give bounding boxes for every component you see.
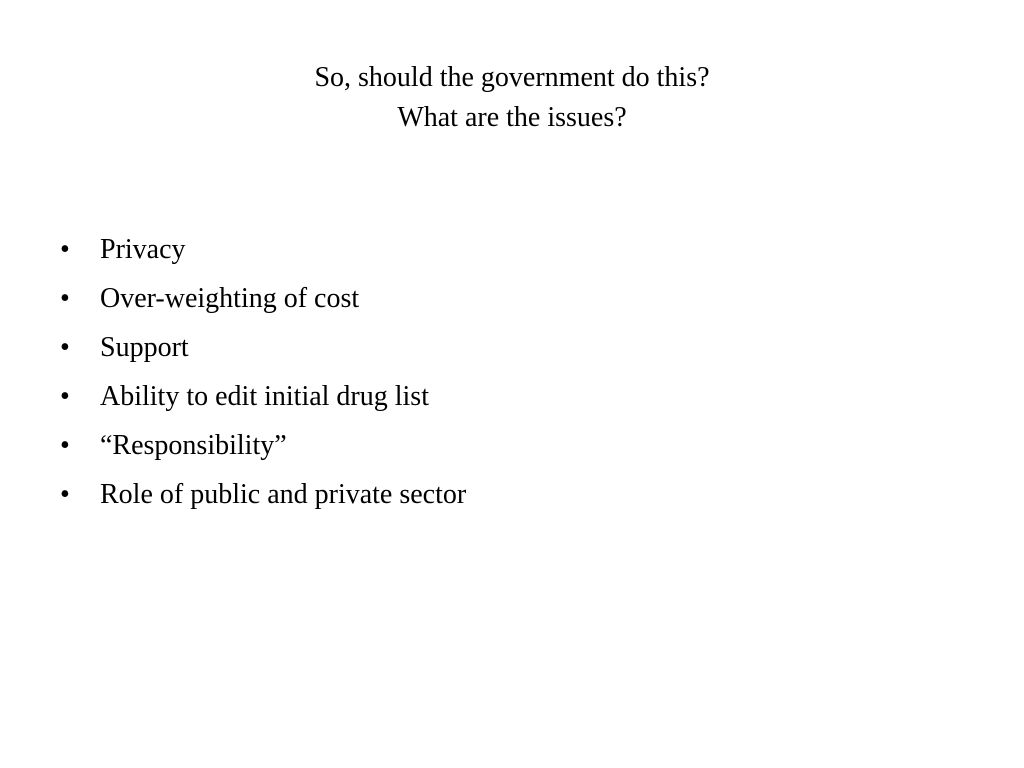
title-line-2: What are the issues? xyxy=(397,102,627,133)
bullet-icon: • xyxy=(60,430,70,461)
bullet-icon: • xyxy=(60,381,70,412)
bullet-text: Over-weighting of cost xyxy=(100,283,360,314)
bullet-text: Privacy xyxy=(100,234,186,265)
bullet-text: Role of public and private sector xyxy=(100,479,467,510)
slide-title xyxy=(0,58,1024,138)
bullet-item-role-of-sectors xyxy=(0,473,1024,522)
bullet-icon: • xyxy=(60,332,70,363)
bullet-icon: • xyxy=(60,234,70,265)
bullet-item-support xyxy=(0,326,1024,375)
bullet-icon: • xyxy=(60,479,70,510)
bullet-text: “Responsibility” xyxy=(100,430,287,461)
bullet-item-over-weighting xyxy=(0,277,1024,326)
bullet-item-edit-drug-list xyxy=(0,375,1024,424)
bullet-icon: • xyxy=(60,283,70,314)
bullet-item-privacy xyxy=(0,228,1024,277)
bullet-list xyxy=(0,228,1024,522)
bullet-text: Ability to edit initial drug list xyxy=(100,381,429,412)
bullet-item-responsibility xyxy=(0,424,1024,473)
bullet-text: Support xyxy=(100,332,189,363)
title-line-1: So, should the government do this? xyxy=(314,62,710,93)
